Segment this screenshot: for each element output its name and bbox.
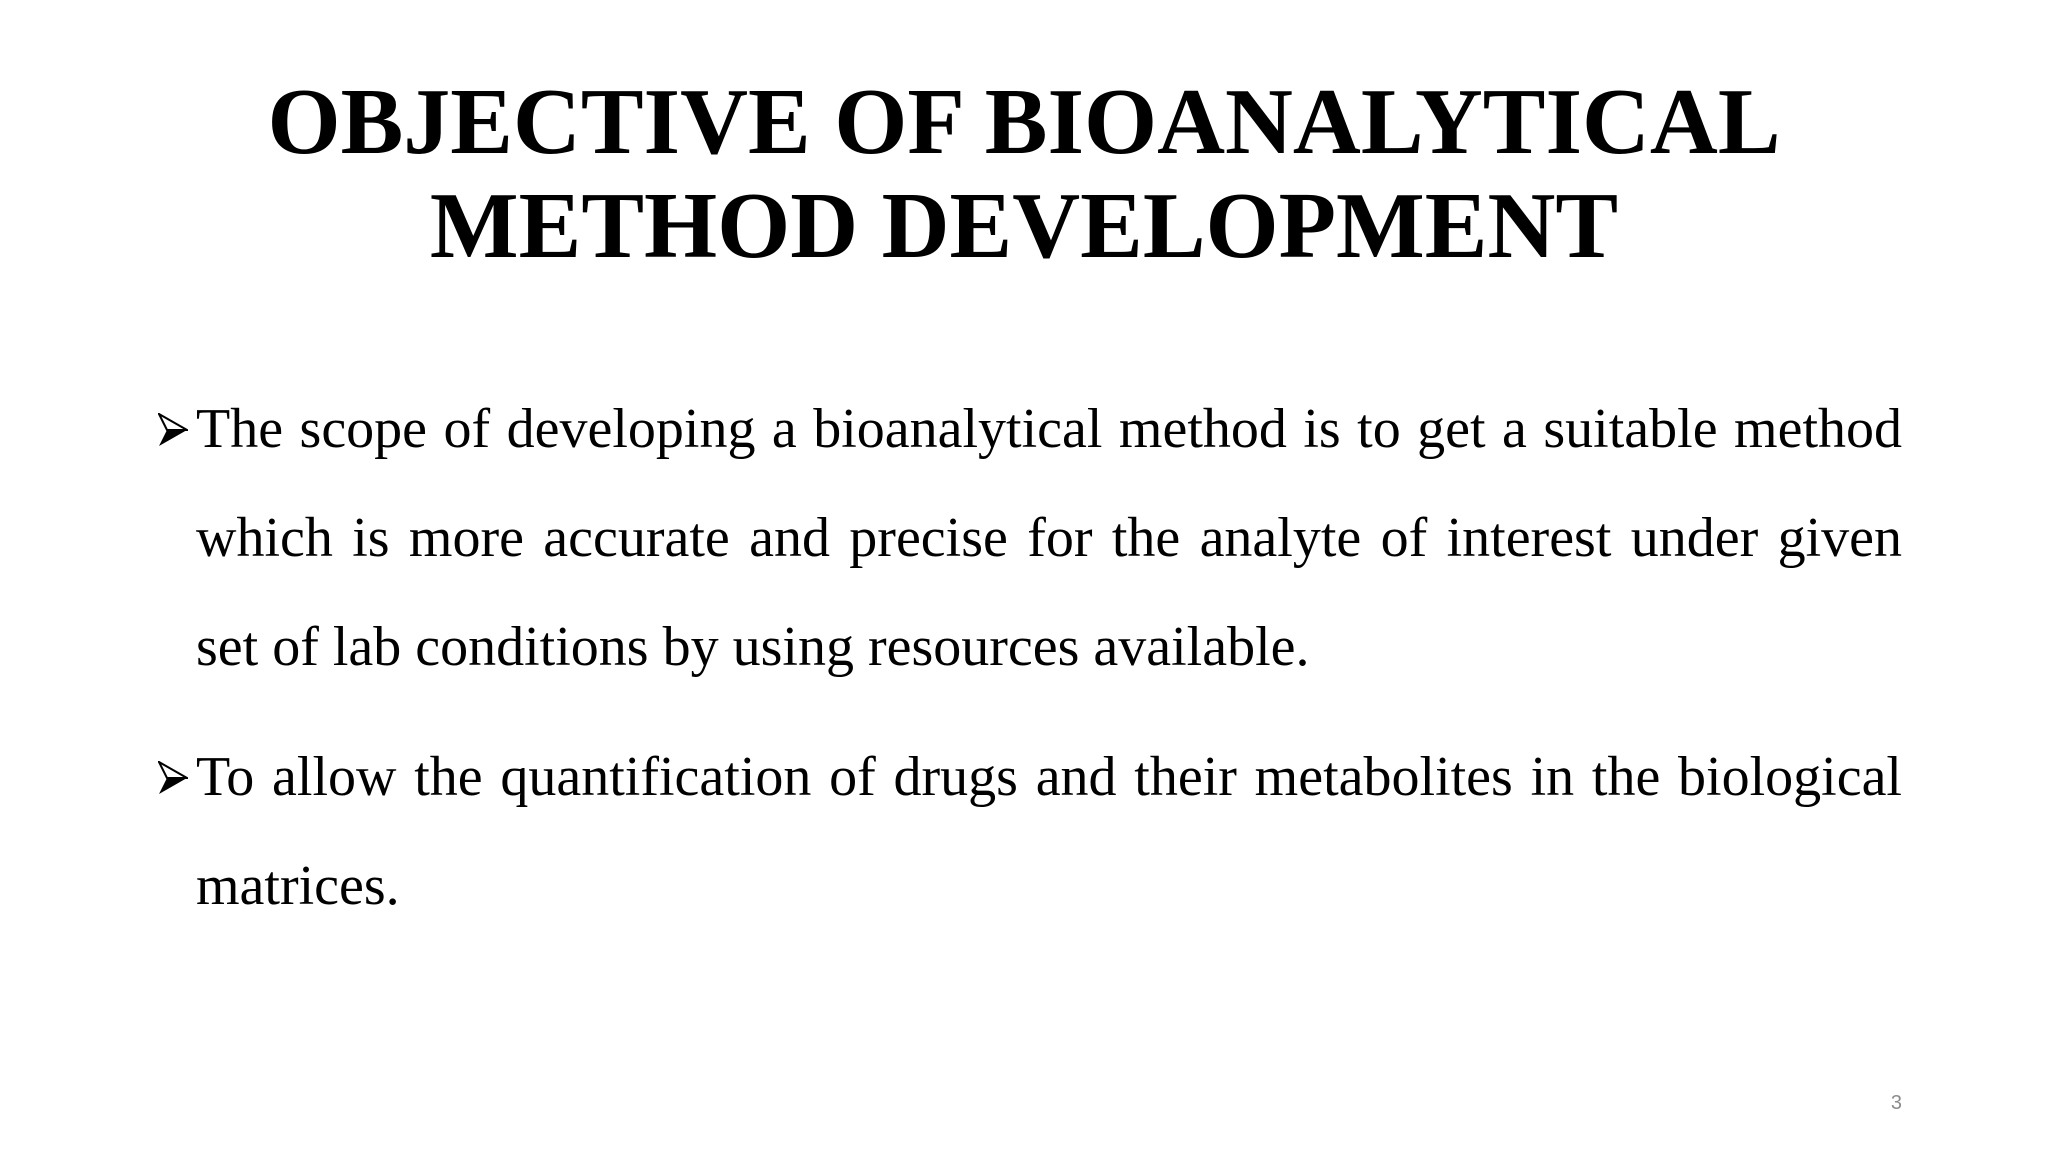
page-number: 3 [1890, 1092, 1902, 1114]
arrowhead-bullet-icon [158, 375, 198, 484]
slide-title [0, 70, 2048, 278]
bullet-item [158, 375, 1902, 702]
slide-title-line-2: METHOD DEVELOPMENT [429, 174, 1619, 278]
bullet-list [158, 375, 1902, 962]
bullet-text: To allow the quantification of drugs and their metabolites in the biological matrices. [196, 746, 1902, 917]
slide-title-line-1: OBJECTIVE OF BIOANALYTICAL [267, 70, 1781, 174]
bullet-text: The scope of developing a bioanalytical method is to get a suitable method which is more accurate and precise for the analyte of interest under given set of lab conditions by using resources available. [196, 398, 1902, 678]
arrowhead-bullet-icon [158, 723, 198, 832]
bullet-item [158, 723, 1902, 941]
